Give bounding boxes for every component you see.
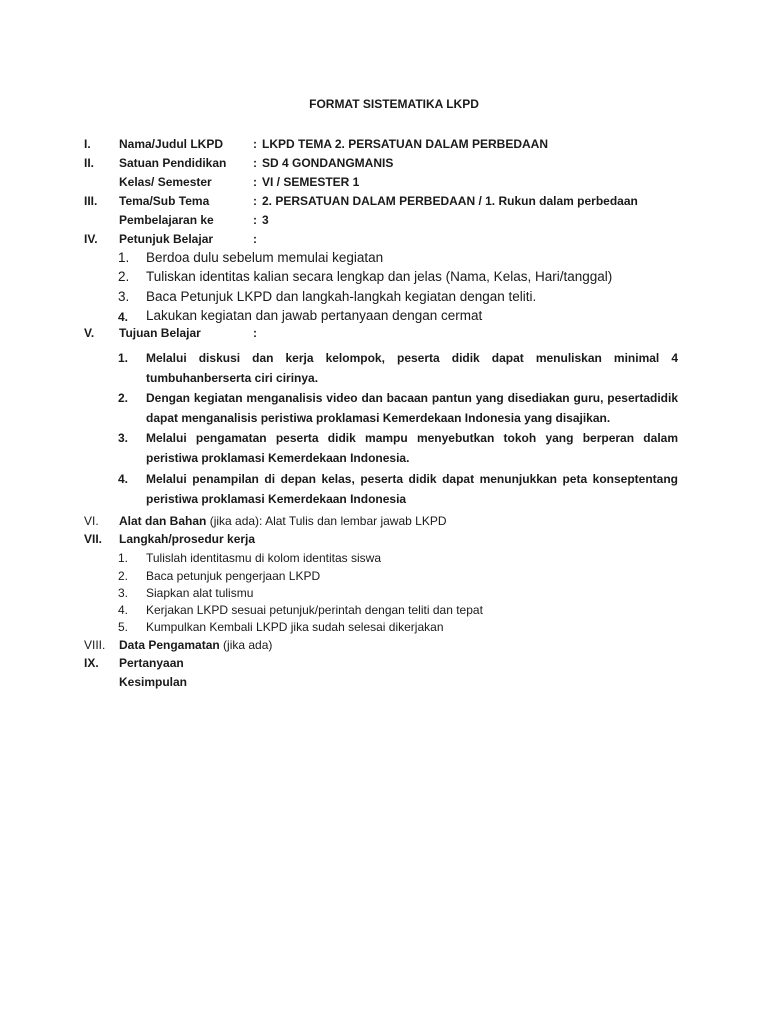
roman-numeral: VII. <box>84 532 103 546</box>
roman-numeral: VI. <box>84 514 99 528</box>
section-note: (jika ada) <box>223 638 273 652</box>
field-value: SD 4 GONDANGMANIS <box>262 156 394 170</box>
instruction-number: 4. <box>118 310 129 324</box>
roman-numeral: VIII. <box>84 638 106 652</box>
section-line <box>119 514 447 528</box>
field-label: Kelas/ Semester <box>119 175 212 189</box>
instruction-text: Berdoa dulu sebelum memulai kegiatan <box>146 250 384 265</box>
step-number: 3. <box>118 586 129 600</box>
field-separator: : <box>253 232 257 246</box>
instruction-number: 3. <box>118 289 130 304</box>
step-text: Siapkan alat tulismu <box>146 586 254 600</box>
roman-numeral: V. <box>84 326 95 340</box>
field-separator: : <box>253 194 257 208</box>
instruction-text: Baca Petunjuk LKPD dan langkah-langkah kegiatan dengan teliti. <box>146 289 537 304</box>
roman-numeral: IX. <box>84 656 99 670</box>
section-label: Alat dan Bahan <box>119 514 207 528</box>
section-line <box>119 638 272 652</box>
roman-numeral: IV. <box>84 232 98 246</box>
field-value: 3 <box>262 213 269 227</box>
field-label: Satuan Pendidikan <box>119 156 227 170</box>
field-separator: : <box>253 156 257 170</box>
step-number: 5. <box>118 620 129 634</box>
step-text: Tulislah identitasmu di kolom identitas siswa <box>146 551 381 565</box>
roman-numeral: I. <box>84 137 91 151</box>
objective-number: 3. <box>118 431 129 445</box>
objective-text: Melalui diskusi dan kerja kelompok, peserta didik dapat menuliskan minimal 4 tumbuhanberserta ciri cirinya. <box>146 351 678 385</box>
section-sublabel: Kesimpulan <box>119 675 188 689</box>
field-separator: : <box>253 137 257 151</box>
objective-number: 2. <box>118 391 129 405</box>
section-label: Data Pengamatan <box>119 638 220 652</box>
field-value: VI / SEMESTER 1 <box>262 175 360 189</box>
step-text: Kerjakan LKPD sesuai petunjuk/perintah dengan teliti dan tepat <box>146 603 483 617</box>
field-label: Nama/Judul LKPD <box>119 137 224 151</box>
objective-text: Melalui pengamatan peserta didik mampu menyebutkan tokoh yang berperan dalam peristiwa proklamasi Kemerdekaan Indonesia. <box>146 431 678 465</box>
roman-numeral: II. <box>84 156 95 170</box>
objective-number: 1. <box>118 351 129 365</box>
instruction-text: Tuliskan identitas kalian secara lengkap dan jelas (Nama, Kelas, Hari/tanggal) <box>146 269 613 284</box>
section-label: Langkah/prosedur kerja <box>119 532 256 546</box>
objective-text: Melalui penampilan di depan kelas, peserta didik dapat menunjukkan peta konseptentang peristiwa proklamasi Kemerdekaan Indonesia <box>146 472 678 506</box>
instruction-text: Lakukan kegiatan dan jawab pertanyaan dengan cermat <box>146 308 483 323</box>
field-label: Petunjuk Belajar <box>119 232 214 246</box>
field-separator: : <box>253 213 257 227</box>
step-text: Baca petunjuk pengerjaan LKPD <box>146 569 321 583</box>
section-label: Tujuan Belajar <box>119 326 201 340</box>
field-separator: : <box>253 326 257 340</box>
document-title: FORMAT SISTEMATIKA LKPD <box>309 97 479 111</box>
objective-number: 4. <box>118 472 129 486</box>
section-note: (jika ada): Alat Tulis dan lembar jawab LKPD <box>209 514 447 528</box>
step-number: 4. <box>118 603 129 617</box>
objective-text: Dengan kegiatan menganalisis video dan bacaan pantun yang disediakan guru, pesertadidik dapat menganalisis peristiwa proklamasi Kemerdekaan Indonesia yang disajikan. <box>146 391 678 425</box>
field-label: Tema/Sub Tema <box>119 194 210 208</box>
step-number: 2. <box>118 569 129 583</box>
field-separator: : <box>253 175 257 189</box>
roman-numeral: III. <box>84 194 98 208</box>
field-value: LKPD TEMA 2. PERSATUAN DALAM PERBEDAAN <box>262 137 549 151</box>
step-number: 1. <box>118 551 129 565</box>
step-text: Kumpulkan Kembali LKPD jika sudah selesai dikerjakan <box>146 620 444 634</box>
instruction-number: 1. <box>118 250 130 265</box>
field-label: Pembelajaran ke <box>119 213 214 227</box>
section-label: Pertanyaan <box>119 656 184 670</box>
instruction-number: 2. <box>118 269 130 284</box>
field-value: 2. PERSATUAN DALAM PERBEDAAN / 1. Rukun dalam perbedaan <box>262 194 638 208</box>
